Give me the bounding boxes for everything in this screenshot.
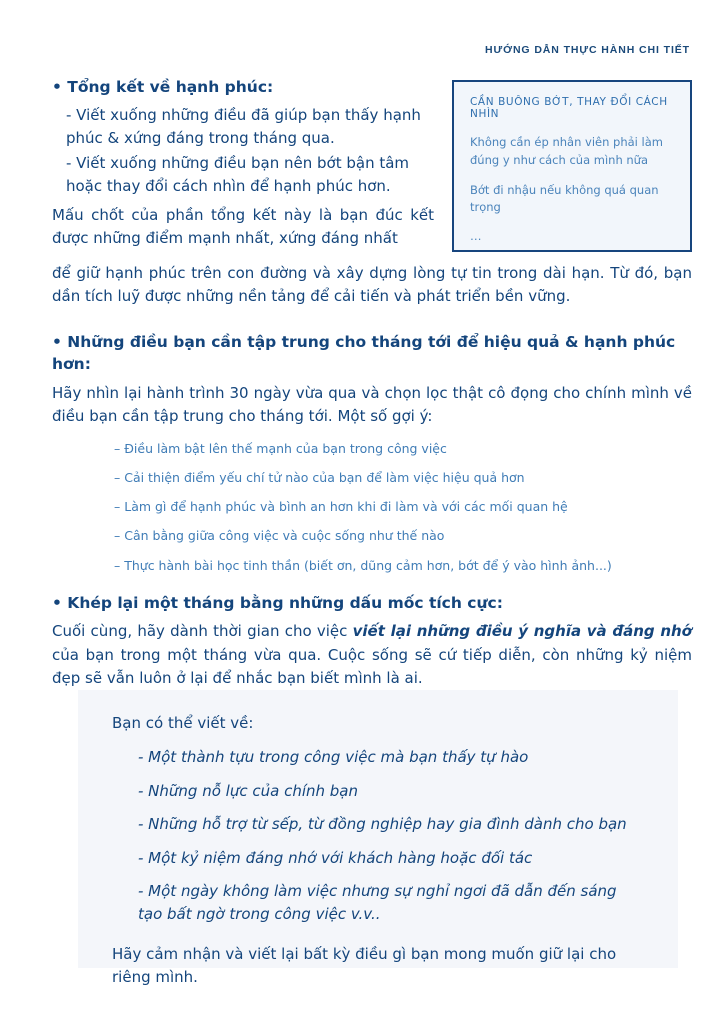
note-box-tail: Hãy cảm nhận và viết lại bất kỳ điều gì bạn mong muốn giữ lại cho riêng mình. [112,945,617,987]
note-box-item: - Một thành tựu trong công việc mà bạn thấy tự hào [138,748,529,766]
callout-title: CẦN BUÔNG BỚT, THAY ĐỔI CÁCH NHÌN [470,96,668,120]
list-item: – Làm gì để hạnh phúc và bình an hơn khi đi làm và với các mối quan hệ [114,499,568,514]
suggestion-list [52,441,692,574]
section-focus [52,331,692,574]
section-closing [52,592,692,691]
note-box-item: - Những hỗ trợ từ sếp, từ đồng nghiệp hay gia đình dành cho bạn [138,815,627,833]
note-box-item: - Những nỗ lực của chính bạn [138,781,358,800]
note-box [78,690,678,987]
document-body [52,76,692,690]
list-item: – Cải thiện điểm yếu chí tử nào của bạn để làm việc hiệu quả hơn [114,469,525,485]
section-summary-item: - Viết xuống những điều bạn nên bớt bận tâm hoặc thay đổi cách nhìn để hạnh phúc hơn. [66,154,410,195]
note-box-item: - Một kỷ niệm đáng nhớ với khách hàng hoặc đối tác [138,848,533,867]
section-closing-heading: • Khép lại một tháng bằng những dấu mốc tích cực: [52,593,503,612]
list-item: – Thực hành bài học tinh thần (biết ơn, dũng cảm hơn, bớt để ý vào hình ảnh...) [114,557,612,573]
section-focus-paragraph: Hãy nhìn lại hành trình 30 ngày vừa qua và chọn lọc thật cô đọng cho chính mình về điều bạn cần tập trung cho tháng tới. Một số gợi ý: [52,383,692,426]
closing-text-b: của bạn trong một tháng vừa qua. Cuộc sống sẽ cứ tiếp diễn, còn những kỷ niệm đẹp sẽ vẫn luôn ở lại để nhắc bạn biết mình là ai. [52,645,692,687]
callout-line: Bớt đi nhậu nếu không quá quan trọng [470,182,659,215]
list-item: – Cân bằng giữa công việc và cuộc sống như thế nào [114,528,445,544]
list-item: – Điều làm bật lên thế mạnh của bạn trong công việc [114,440,447,456]
section-summary-item: - Viết xuống những điều đã giúp bạn thấy hạnh phúc & xứng đáng trong tháng qua. [66,106,421,148]
closing-text-a: Cuối cùng, hãy dành thời gian cho việc [52,622,353,641]
section-summary-paragraph-part2: để giữ hạnh phúc trên con đường và xây dựng lòng tự tin trong dài hạn. Từ đó, bạn dần tích luỹ được những nền tảng để cải tiến và phát triển bền vững. [52,264,692,306]
section-closing-paragraph [52,620,692,690]
section-focus-heading: • Những điều bạn cần tập trung cho tháng tới để hiệu quả & hạnh phúc hơn: [52,332,676,374]
section-summary [52,76,692,309]
callout-ellipsis: … [470,229,482,244]
section-summary-paragraph-part1: Mấu chốt của phần tổng kết này là bạn đúc kết được những điểm mạnh nhất, xứng đáng nhất [52,205,434,248]
callout-box [452,80,692,252]
callout-line: Không cần ép nhân viên phải làm đúng y như cách của mình nữa [470,135,663,167]
note-box-item: - Một ngày không làm việc nhưng sự nghỉ ngơi đã dẫn đến sáng tạo bất ngờ trong công việc v.v.. [138,882,617,923]
note-box-lead: Bạn có thể viết về: [112,714,254,732]
closing-emphasis: viết lại những điều ý nghĩa và đáng nhớ [352,622,692,641]
section-summary-heading: • Tổng kết về hạnh phúc: [52,78,274,96]
page-header: HƯỚNG DẪN THỰC HÀNH CHI TIẾT [485,44,690,56]
